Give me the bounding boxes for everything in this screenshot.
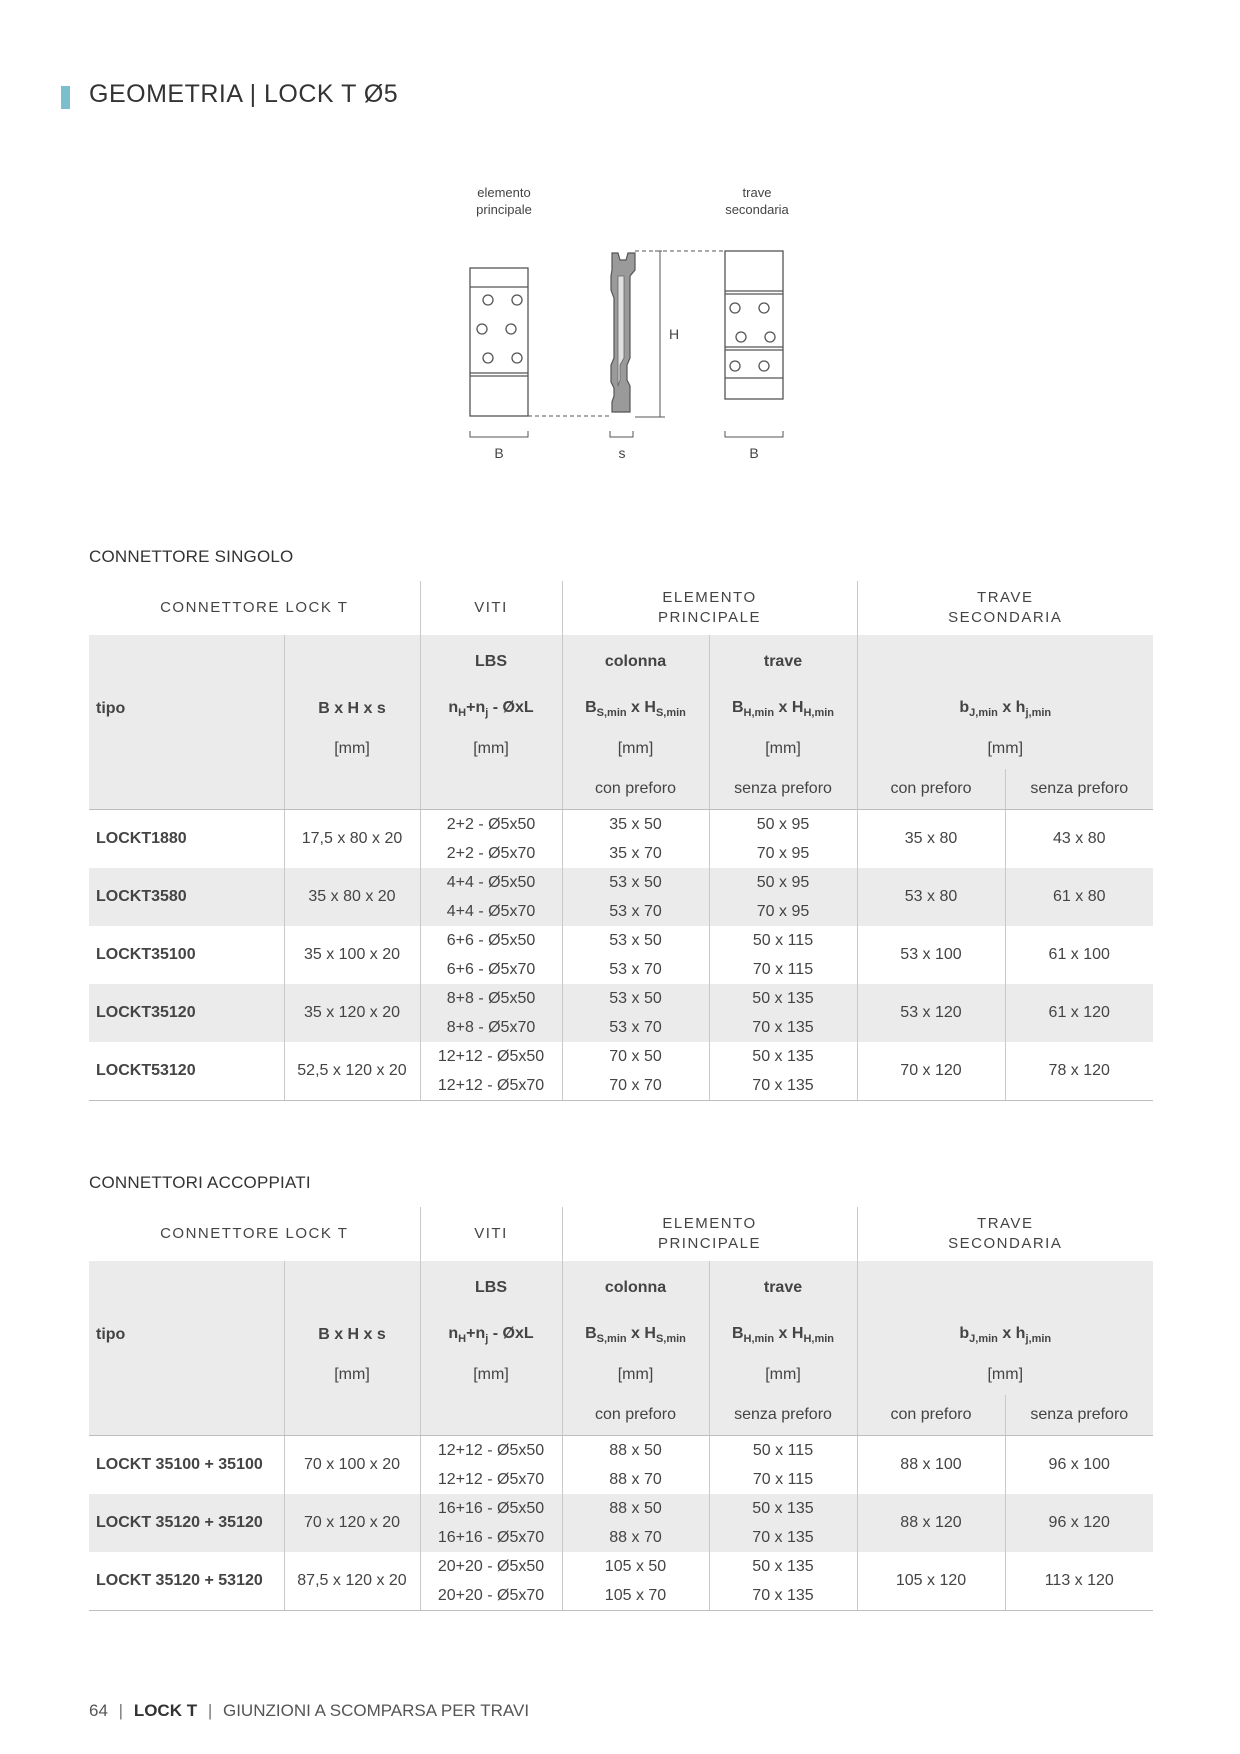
cell-colonna: 88 x 50 [562, 1494, 709, 1523]
cell-trave: 50 x 95 [709, 868, 857, 897]
cell-viti: 16+16 - Ø5x50 [420, 1494, 562, 1523]
diagram-label-main-2: principale [476, 202, 532, 217]
cell-tipo: LOCKT53120 [89, 1042, 284, 1101]
cell-con-preforo: 70 x 120 [857, 1042, 1005, 1101]
header-connettore: CONNETTORE LOCK T [160, 599, 349, 616]
header-trave-secondaria: TRAVE SECONDARIA [857, 1207, 1153, 1261]
section-title-accoppiati: CONNETTORI ACCOPPIATI [89, 1173, 311, 1192]
cell-con-preforo: 53 x 120 [857, 984, 1005, 1042]
header-trave: trave [709, 1261, 857, 1315]
cell-viti: 12+12 - Ø5x50 [420, 1436, 562, 1466]
cell-tipo: LOCKT35120 [96, 1004, 196, 1021]
header-bs-hs: $B_{S,min}$ x $H_{S,min}$ [562, 689, 709, 729]
cell-colonna: 88 x 70 [562, 1523, 709, 1552]
cell-tipo: LOCKT 35120 + 53120 [89, 1552, 284, 1611]
header-viti: VITI [420, 581, 562, 635]
cell-trave: 70 x 115 [709, 955, 857, 984]
cell-trave: 50 x 135 [709, 1042, 857, 1071]
cell-dims: 70 x 100 x 20 [284, 1436, 420, 1495]
unit-mm: [mm] [284, 729, 420, 769]
unit-mm: [mm] [284, 1355, 420, 1395]
header-con-preforo: con preforo [562, 1395, 709, 1436]
cell-senza-preforo: 61 x 100 [1005, 926, 1153, 984]
cell-dims: 70 x 120 x 20 [284, 1494, 420, 1552]
diagram-dim-B-right: B [749, 445, 759, 461]
cell-viti: 6+6 - Ø5x50 [420, 926, 562, 955]
header-con-preforo: con preforo [857, 769, 1005, 810]
cell-trave: 70 x 135 [709, 1071, 857, 1101]
cell-con-preforo: 53 x 80 [857, 868, 1005, 926]
cell-colonna: 88 x 50 [562, 1436, 709, 1466]
cell-trave: 50 x 135 [709, 1494, 857, 1523]
header-elemento: ELEMENTO PRINCIPALE [562, 1207, 857, 1261]
diagram-label-secondary-1: trave [742, 185, 772, 200]
geometry-diagram [440, 180, 820, 480]
header-nh-nj: $n_H+n_j$ - ØxL [420, 689, 562, 729]
cell-dims: 35 x 120 x 20 [284, 984, 420, 1042]
table-accoppiati [89, 1207, 1153, 1611]
title-accent-bar [61, 86, 70, 109]
cell-senza-preforo: 43 x 80 [1005, 810, 1153, 869]
header-bh-hh: $B_{H,min}$ x $H_{H,min}$ [709, 689, 857, 729]
cell-colonna: 35 x 50 [562, 810, 709, 840]
cell-viti: 6+6 - Ø5x70 [420, 955, 562, 984]
cell-trave: 50 x 135 [709, 984, 857, 1013]
cell-colonna: 53 x 70 [562, 1013, 709, 1042]
cell-trave: 70 x 95 [709, 839, 857, 868]
header-viti: VITI [420, 1207, 562, 1261]
header-tipo: tipo [96, 700, 126, 717]
cell-viti: 8+8 - Ø5x50 [420, 984, 562, 1013]
cell-senza-preforo: 96 x 100 [1005, 1436, 1153, 1495]
cell-viti: 8+8 - Ø5x70 [420, 1013, 562, 1042]
cell-senza-preforo: 96 x 120 [1005, 1494, 1153, 1552]
section-title-singolo: CONNETTORE SINGOLO [89, 547, 294, 566]
cell-viti: 4+4 - Ø5x70 [420, 897, 562, 926]
header-lbs: LBS [420, 1261, 562, 1315]
header-colonna: colonna [562, 1261, 709, 1315]
cell-dims: 35 x 80 x 20 [284, 868, 420, 926]
cell-viti: 4+4 - Ø5x50 [420, 868, 562, 897]
cell-con-preforo: 35 x 80 [857, 810, 1005, 869]
header-trave: trave [709, 635, 857, 689]
cell-con-preforo: 88 x 120 [857, 1494, 1005, 1552]
diagram-label-secondary-2: secondaria [725, 202, 789, 217]
cell-trave: 50 x 115 [709, 926, 857, 955]
header-bxhxs: B x H x s [284, 689, 420, 729]
header-bs-hs: $B_{S,min}$ x $H_{S,min}$ [562, 1315, 709, 1355]
header-con-preforo: con preforo [857, 1395, 1005, 1436]
cell-viti: 12+12 - Ø5x50 [420, 1042, 562, 1071]
cell-trave: 70 x 135 [709, 1013, 857, 1042]
page-number: 64 [89, 1701, 108, 1720]
cell-con-preforo: 88 x 100 [857, 1436, 1005, 1495]
unit-mm: [mm] [562, 729, 709, 769]
cell-viti: 2+2 - Ø5x70 [420, 839, 562, 868]
cell-colonna: 70 x 70 [562, 1071, 709, 1101]
cell-tipo: LOCKT 35120 + 35120 [96, 1514, 263, 1531]
cell-trave: 50 x 135 [709, 1552, 857, 1581]
header-bh-hh: $B_{H,min}$ x $H_{H,min}$ [709, 1315, 857, 1355]
header-con-preforo: con preforo [562, 769, 709, 810]
header-tipo: tipo [96, 1326, 126, 1343]
main-element-plate [470, 268, 528, 416]
unit-mm: [mm] [420, 1355, 562, 1395]
cell-senza-preforo: 78 x 120 [1005, 1042, 1153, 1101]
cell-trave: 70 x 115 [709, 1465, 857, 1494]
header-senza-preforo: senza preforo [1005, 769, 1153, 810]
header-senza-preforo: senza preforo [709, 769, 857, 810]
header-connettore: CONNETTORE LOCK T [160, 1225, 349, 1242]
header-lbs: LBS [420, 635, 562, 689]
header-colonna: colonna [562, 635, 709, 689]
footer-subtitle: GIUNZIONI A SCOMPARSA PER TRAVI [222, 1701, 530, 1720]
unit-mm: [mm] [562, 1355, 709, 1395]
page-footer [89, 1701, 529, 1721]
unit-mm: [mm] [709, 729, 857, 769]
footer-separator: | [118, 1701, 124, 1720]
cell-con-preforo: 105 x 120 [857, 1552, 1005, 1611]
cell-colonna: 53 x 50 [562, 984, 709, 1013]
header-bj-hj: $b_{J,min}$ x $h_{j,min}$ [857, 1315, 1153, 1355]
header-trave-secondaria: TRAVE SECONDARIA [857, 581, 1153, 635]
cell-colonna: 35 x 70 [562, 839, 709, 868]
cell-colonna: 105 x 70 [562, 1581, 709, 1611]
header-bxhxs: B x H x s [284, 1315, 420, 1355]
cell-viti: 20+20 - Ø5x50 [420, 1552, 562, 1581]
unit-mm: [mm] [709, 1355, 857, 1395]
cell-dims: 87,5 x 120 x 20 [284, 1552, 420, 1611]
cell-tipo: LOCKT 35100 + 35100 [96, 1456, 263, 1473]
cell-trave: 70 x 135 [709, 1581, 857, 1611]
diagram-dim-B-left: B [494, 445, 504, 461]
cell-trave: 70 x 135 [709, 1523, 857, 1552]
unit-mm: [mm] [420, 729, 562, 769]
cell-con-preforo: 53 x 100 [857, 926, 1005, 984]
header-nh-nj: $n_H+n_j$ - ØxL [420, 1315, 562, 1355]
cell-tipo: LOCKT35100 [96, 946, 196, 963]
cell-viti: 16+16 - Ø5x70 [420, 1523, 562, 1552]
cell-viti: 2+2 - Ø5x50 [420, 810, 562, 840]
cell-trave: 70 x 95 [709, 897, 857, 926]
secondary-beam-plate [725, 251, 783, 399]
table-singolo [89, 581, 1153, 1101]
cell-colonna: 53 x 70 [562, 955, 709, 984]
cell-colonna: 53 x 70 [562, 897, 709, 926]
unit-mm: [mm] [857, 729, 1153, 769]
header-senza-preforo: senza preforo [1005, 1395, 1153, 1436]
cell-tipo: LOCKT3580 [96, 888, 187, 905]
cell-viti: 20+20 - Ø5x70 [420, 1581, 562, 1611]
cell-senza-preforo: 61 x 80 [1005, 868, 1153, 926]
cell-senza-preforo: 113 x 120 [1005, 1552, 1153, 1611]
cell-dims: 35 x 100 x 20 [284, 926, 420, 984]
footer-product: LOCK T [133, 1701, 198, 1720]
cell-colonna: 53 x 50 [562, 926, 709, 955]
cell-colonna: 88 x 70 [562, 1465, 709, 1494]
cell-trave: 50 x 95 [709, 810, 857, 840]
cell-senza-preforo: 61 x 120 [1005, 984, 1153, 1042]
unit-mm: [mm] [857, 1355, 1153, 1395]
cell-viti: 12+12 - Ø5x70 [420, 1071, 562, 1101]
diagram-dim-s: s [618, 445, 626, 461]
cell-tipo: LOCKT1880 [96, 830, 187, 847]
connector-section-profile [611, 253, 635, 412]
cell-colonna: 53 x 50 [562, 868, 709, 897]
cell-colonna: 105 x 50 [562, 1552, 709, 1581]
cell-dims: 52,5 x 120 x 20 [284, 1042, 420, 1101]
header-elemento: ELEMENTO PRINCIPALE [562, 581, 857, 635]
cell-dims: 17,5 x 80 x 20 [284, 810, 420, 869]
header-bj-hj: $b_{J,min}$ x $h_{j,min}$ [857, 689, 1153, 729]
header-senza-preforo: senza preforo [709, 1395, 857, 1436]
diagram-dim-H: H [668, 326, 680, 342]
cell-colonna: 70 x 50 [562, 1042, 709, 1071]
page-title: GEOMETRIA | LOCK T Ø5 [89, 80, 399, 108]
cell-viti: 12+12 - Ø5x70 [420, 1465, 562, 1494]
diagram-label-main-1: elemento [477, 185, 531, 200]
footer-separator: | [207, 1701, 213, 1720]
cell-trave: 50 x 115 [709, 1436, 857, 1466]
